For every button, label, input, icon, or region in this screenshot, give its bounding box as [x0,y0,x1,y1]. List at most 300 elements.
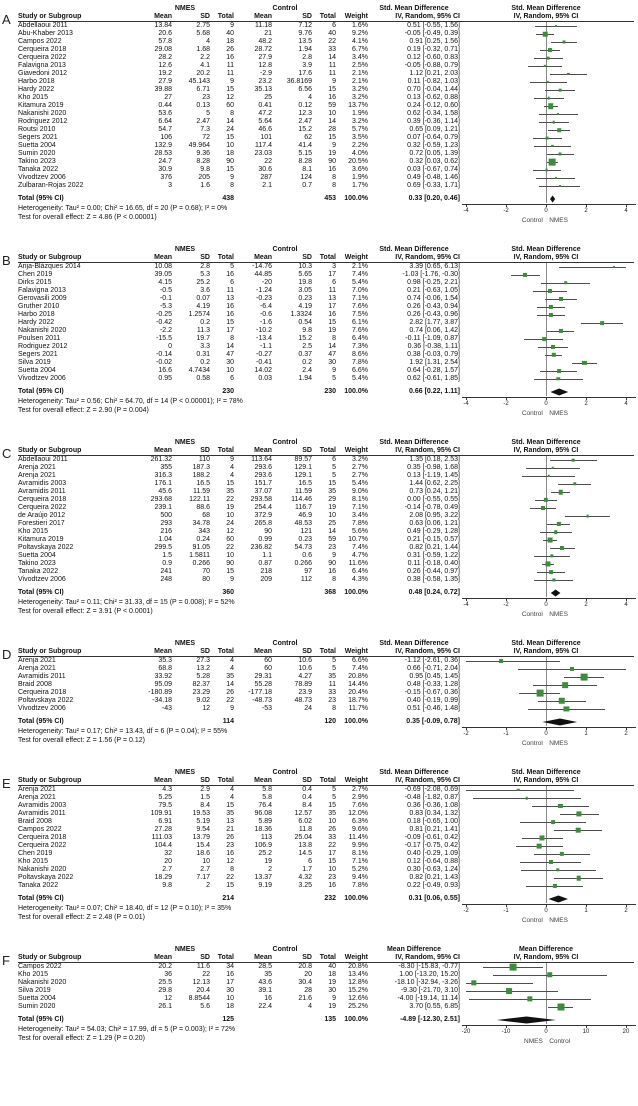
control-mean: -2.9 [259,70,272,77]
panel-label: A [2,12,11,27]
col-study: Study or Subgroup [18,777,82,784]
ci-text: 0.51 [-0.46, 1.48] [407,705,460,712]
control-sd: 6 [308,858,312,865]
nmes-mean: 30.9 [158,166,172,173]
weight-value: 6.3% [352,818,368,825]
forest-plot-cell [466,78,626,86]
overall-effect-note: Test for overall effect: Z = 2.90 (P = 0.004) [18,407,149,414]
nmes-total: 10 [226,552,234,559]
study-row [18,102,634,110]
ci-text: 0.24 [-0.12, 0.60] [407,102,460,109]
control-sd: 10.6 [298,665,312,672]
axis-tick-label: 0 [544,602,548,608]
favours-left-label: Control [521,917,543,924]
weight-value: 2.7% [352,472,368,479]
study-name: Falavigna 2013 [18,287,66,294]
control-sd: 48.53 [294,520,312,527]
weight-value: 6.4% [352,335,368,342]
summary-diamond [466,195,626,203]
forest-plot-cell [466,810,626,818]
study-row [18,279,634,287]
forest-plot-cell [466,110,626,118]
forest-plot-cell [466,472,626,480]
effect-marker [537,690,544,697]
plot-effect-title: Std. Mean Difference [511,640,581,647]
nmes-sd: 205 [198,174,210,181]
study-name: Avramidis 2011 [18,488,66,495]
control-mean: -0.23 [256,295,272,302]
study-row [18,681,634,689]
control-mean: 48.2 [258,38,272,45]
forest-plot-cell [466,818,626,826]
nmes-sd: 4.19 [196,303,210,310]
axis-tick-label: -2 [503,208,509,214]
control-sd: 114.46 [291,496,312,503]
nmes-mean: 18.29 [154,874,172,881]
ci-line [466,661,560,662]
ci-text: 0.32 [-0.59, 1.23] [407,142,460,149]
forest-plot-cell [466,1016,626,1024]
control-total: 8 [332,174,336,181]
effect-marker [548,103,554,109]
study-row [18,794,634,802]
nmes-mean: 132.9 [154,142,172,149]
control-total: 5 [332,665,336,672]
ci-text: -0.09 [-0.61, 0.42] [404,834,460,841]
nmes-sd: 1.6 [200,182,210,189]
ci-text: -0.17 [-0.75, 0.42] [404,842,460,849]
nmes-mean: 27.28 [154,826,172,833]
control-mean: 1.1 [262,552,272,559]
nmes-total: 13 [226,295,234,302]
summary-diamond [466,1016,626,1024]
study-row [18,858,634,866]
axis-tick [586,598,587,601]
study-name: Segers 2021 [18,134,58,141]
study-row [18,665,634,673]
nmes-sd: 9.8 [200,166,210,173]
effect-marker [613,266,615,268]
nmes-total: 11 [226,70,234,77]
forest-plot-cell [466,367,626,375]
forest-plot-cell [466,1003,626,1011]
study-name: Campos 2022 [18,38,62,45]
nmes-mean: 299.5 [154,544,172,551]
study-row [18,126,634,134]
nmes-total: 6 [230,279,234,286]
weight-value: 14.4% [348,681,368,688]
control-sd: 78.89 [294,681,312,688]
effect-title: Std. Mean Difference [379,5,449,12]
total-weight: 100.0% [344,388,368,395]
nmes-sd: 9.36 [196,150,210,157]
study-row [18,110,634,118]
nmes-total: 40 [226,30,234,37]
zero-line [546,319,547,327]
effect-marker [552,578,555,581]
nmes-total: 12 [226,94,234,101]
control-sd: 129.1 [294,464,312,471]
axis-tick [466,598,467,601]
nmes-sd: 2.7 [200,866,210,873]
control-total: 9 [332,995,336,1002]
total-row [18,589,634,597]
plot-ci-subtitle: IV, Random, 95% CI [513,13,579,20]
nmes-total: 90 [226,560,234,567]
group1-header: NMES [174,5,196,12]
weight-value: 4.0% [352,150,368,157]
study-row [18,158,634,166]
axis-tick-label: -2 [463,908,469,914]
nmes-total: 9 [230,78,234,85]
axis-line [462,1025,636,1026]
weight-value: 20.8% [348,963,368,970]
study-row [18,271,634,279]
control-sd: 4 [308,1003,312,1010]
nmes-sd: 23.29 [192,689,210,696]
effect-marker [552,121,555,124]
group2-header: Control [272,946,298,953]
nmes-sd: 23 [202,94,210,101]
nmes-mean: 0 [168,343,172,350]
forest-plot-cell [466,46,626,54]
nmes-mean: 68.8 [158,665,172,672]
plot-ci-subtitle: IV, Random, 95% CI [513,254,579,261]
ci-text: 0.74 [-0.06, 1.54] [407,295,460,302]
effect-marker [547,972,552,977]
control-mean: 106.9 [254,842,272,849]
ci-text: 3.39 [0.65, 6.13] [409,263,460,270]
stats-notes [18,904,460,930]
weight-value: 9.9% [352,842,368,849]
effect-marker [549,570,553,574]
ci-text: 0.69 [-0.33, 1.71] [407,182,460,189]
forest-plot-cell [466,62,626,70]
forest-plot-cell [466,589,626,597]
col-mean: Mean [254,954,272,961]
study-row [18,866,634,874]
forest-plot-cell [466,874,626,882]
ci-text: 0.03 [-0.67, 0.74] [407,166,460,173]
ci-text: 1.12 [0.21, 2.03] [409,70,460,77]
study-name: Forestieri 2017 [18,520,65,527]
control-mean: 372.9 [254,512,272,519]
study-row [18,54,634,62]
study-name: Hardy 2022 [18,319,55,326]
axis-tick [626,904,627,907]
panel-label: D [2,647,12,662]
nmes-sd: 45.143 [188,78,210,85]
nmes-mean: 104.4 [154,842,172,849]
control-mean: -10.2 [256,327,272,334]
nmes-mean: 36 [164,971,172,978]
effect-marker [557,369,561,373]
study-name: Vivodtzev 2006 [18,705,66,712]
control-sd: 7.12 [298,22,312,29]
effect-marker [547,475,549,477]
control-total: 15 [328,480,336,487]
effect-marker [527,996,532,1001]
weight-value: 5.6% [352,528,368,535]
study-name: Cerqueira 2022 [18,842,67,849]
stats-notes [18,598,460,624]
nmes-mean: 1.5 [162,552,172,559]
total-control-n: 120 [324,718,336,725]
study-row [18,464,634,472]
col-sd: SD [200,447,210,454]
effect-marker [546,137,549,140]
control-total: 5 [332,786,336,793]
study-name: Arenja 2021 [18,665,56,672]
weight-value: 6.7% [352,46,368,53]
ci-text: -18.10 [-32.94, -3.26] [394,979,460,986]
forest-plot-cell [466,560,626,568]
nmes-sd: 0.2 [200,319,210,326]
study-name: Braid 2008 [18,818,52,825]
control-sd: 0.37 [298,351,312,358]
total-nmes-n: 125 [222,1016,234,1023]
total-weight: 100.0% [344,195,368,202]
forest-plot-cell [466,971,626,979]
study-name: Poulsen 2011 [18,335,61,342]
control-mean: 43.6 [258,979,272,986]
nmes-mean: -0.02 [156,359,172,366]
total-control-n: 135 [324,1016,336,1023]
zero-line [546,480,547,488]
control-mean: 101 [260,134,272,141]
axis-tick [506,598,507,601]
effect-marker [549,159,556,166]
nmes-mean: 20 [164,858,172,865]
nmes-mean: 35.3 [158,657,172,664]
study-name: Dirks 2015 [18,279,52,286]
effect-marker [544,65,546,67]
study-row [18,536,634,544]
study-row [18,882,634,890]
weight-value: 7.4% [352,271,368,278]
effect-marker [556,868,559,871]
control-sd: 0.4 [302,786,312,793]
nmes-sd: 5.19 [196,818,210,825]
control-mean: 236.82 [250,544,272,551]
study-row [18,30,634,38]
study-row [18,335,634,343]
table-header [18,246,634,263]
zero-line [546,963,547,971]
plot-effect-title: Std. Mean Difference [511,246,581,253]
nmes-total: 10 [226,995,234,1002]
weight-value: 5.4% [352,480,368,487]
col-sd: SD [302,254,312,261]
nmes-mean: 20.6 [158,30,172,37]
control-sd: 1.7 [302,866,312,873]
control-sd: 54.73 [294,544,312,551]
control-sd: 4.27 [298,673,312,680]
axis-tick-label: 0 [544,208,548,214]
nmes-sd: 20.2 [196,70,210,77]
nmes-total: 4 [230,665,234,672]
nmes-mean: 79.5 [158,802,172,809]
study-name: Gerovasili 2009 [18,295,67,302]
effect-marker [499,659,503,663]
total-ci-text: 0.31 [0.06, 0.55] [408,895,460,902]
control-total: 47 [328,351,336,358]
axis-tick-label: 2 [624,908,628,914]
control-mean: 76.4 [258,802,272,809]
ci-text: 0.36 [-0.38, 1.11] [407,343,460,350]
nmes-mean: 33.92 [154,673,172,680]
nmes-mean: -34.18 [152,697,172,704]
control-mean: 265.8 [254,520,272,527]
weight-value: 5.7% [352,126,368,133]
forest-plot-cell [466,995,626,1003]
effect-marker [582,361,586,365]
nmes-mean: 376 [160,174,172,181]
control-mean: 25 [264,94,272,101]
nmes-total: 60 [226,102,234,109]
control-sd: 0.7 [302,182,312,189]
ci-text: 1.35 [0.18, 2.53] [409,456,460,463]
study-name: Nakanishi 2020 [18,866,67,873]
nmes-sd: 6.71 [196,86,210,93]
effect-marker [548,538,553,543]
weight-value: 12.6% [348,995,368,1002]
weight-value: 3.2% [352,94,368,101]
weight-value: 4.1% [352,38,368,45]
col-mean: Mean [154,447,172,454]
control-total: 14 [328,54,336,61]
panel-footer [18,397,634,423]
forest-plot-cell [466,496,626,504]
axis-line [462,727,636,728]
study-row [18,456,634,464]
group2-header: Control [272,246,298,253]
weight-value: 7.4% [352,544,368,551]
nmes-total: 16 [226,850,234,857]
axis-tick [586,204,587,207]
forest-plot-cell [466,118,626,126]
col-total: Total [217,13,234,20]
control-mean: -1.6 [259,319,272,326]
nmes-mean: 0.9 [162,560,172,567]
nmes-total: 15 [226,568,234,575]
forest-plot-cell [466,520,626,528]
axis-tick-label: 2 [584,208,588,214]
col-weight: Weight [344,254,368,261]
nmes-sd: 0.58 [196,375,210,382]
ci-text: -1.03 [-1.76, -0.30] [402,271,460,278]
forest-panel-A [2,5,634,230]
forest-plot-cell [466,134,626,142]
weight-value: 8.1% [352,850,368,857]
group1-header: NMES [174,439,196,446]
nmes-mean: 6.64 [158,118,172,125]
heterogeneity-note: Heterogeneity: Tau² = 0.56; Chi² = 64.70, df = 14 (P < 0.00001); I² = 78% [18,398,243,405]
study-row [18,174,634,182]
control-mean: 0.87 [258,560,272,567]
nmes-mean: 248 [160,576,172,583]
forest-plot-cell [466,786,626,794]
forest-plot-cell [466,895,626,903]
forest-plot-cell [466,528,626,536]
control-sd: 0.266 [294,560,312,567]
col-sd: SD [302,648,312,655]
col-sd: SD [200,648,210,655]
forest-plot-cell [466,673,626,681]
effect-marker [547,57,550,60]
control-sd: 116.7 [295,504,312,511]
favours-right-label: NMES [549,410,568,417]
forest-plot-cell [466,576,626,584]
control-sd: 11.8 [298,826,312,833]
nmes-total: 24 [226,520,234,527]
ci-text: 0.40 [-0.29, 1.09] [407,850,460,857]
study-row [18,343,634,351]
weight-value: 2.2% [352,142,368,149]
forest-plot-cell [466,665,626,673]
nmes-total: 15 [226,882,234,889]
ci-text: 0.73 [0.24, 1.21] [409,488,460,495]
control-mean: 28.5 [258,963,272,970]
forest-panel-E [2,769,634,930]
nmes-sd: 11.3 [196,327,210,334]
forest-plot-cell [466,681,626,689]
control-total: 14 [328,343,336,350]
study-row [18,46,634,54]
control-total: 10 [328,818,336,825]
effect-marker [555,177,557,179]
control-total: 15 [328,134,336,141]
nmes-sd: 0.266 [192,560,210,567]
control-mean: 19 [264,858,272,865]
forest-plot-cell [466,70,626,78]
nmes-mean: 176.1 [154,480,172,487]
weight-value: 7.1% [352,295,368,302]
ci-text: 0.49 [-0.29, 1.28] [407,528,460,535]
ci-text: 2.82 [1.77, 3.87] [409,319,460,326]
axis-tick-label: 0 [544,1029,548,1035]
study-row [18,560,634,568]
nmes-mean: 45.6 [158,488,172,495]
col-total: Total [319,777,336,784]
ci-text: 0.38 [-0.58, 1.35] [407,576,460,583]
control-mean: -1.24 [256,287,272,294]
control-total: 25 [328,520,336,527]
forest-plot-cell [466,54,626,62]
nmes-total: 15 [226,86,234,93]
control-sd: 15.2 [298,335,312,342]
effect-title: Mean Difference [386,946,442,953]
forest-plot-cell [466,174,626,182]
control-mean: 5.89 [258,818,272,825]
control-sd: 0.12 [298,102,312,109]
study-name: Sumin 2020 [18,1003,56,1010]
study-name: de Araújo 2012 [18,512,66,519]
control-mean: 113.64 [251,456,272,463]
study-name: Rodriguez 2012 [18,343,68,350]
control-sd: 12.3 [298,110,312,117]
nmes-sd: 2 [206,882,210,889]
weight-value: 10.7% [348,536,368,543]
study-row [18,995,634,1003]
control-mean: 35 [264,971,272,978]
forest-plot-cell [466,979,626,987]
forest-panel-F [2,946,634,1051]
effect-marker [581,674,588,681]
total-nmes-n: 114 [222,718,234,725]
ci-text: 0.40 [-0.19, 0.99] [407,697,460,704]
summary-diamond [466,718,626,726]
